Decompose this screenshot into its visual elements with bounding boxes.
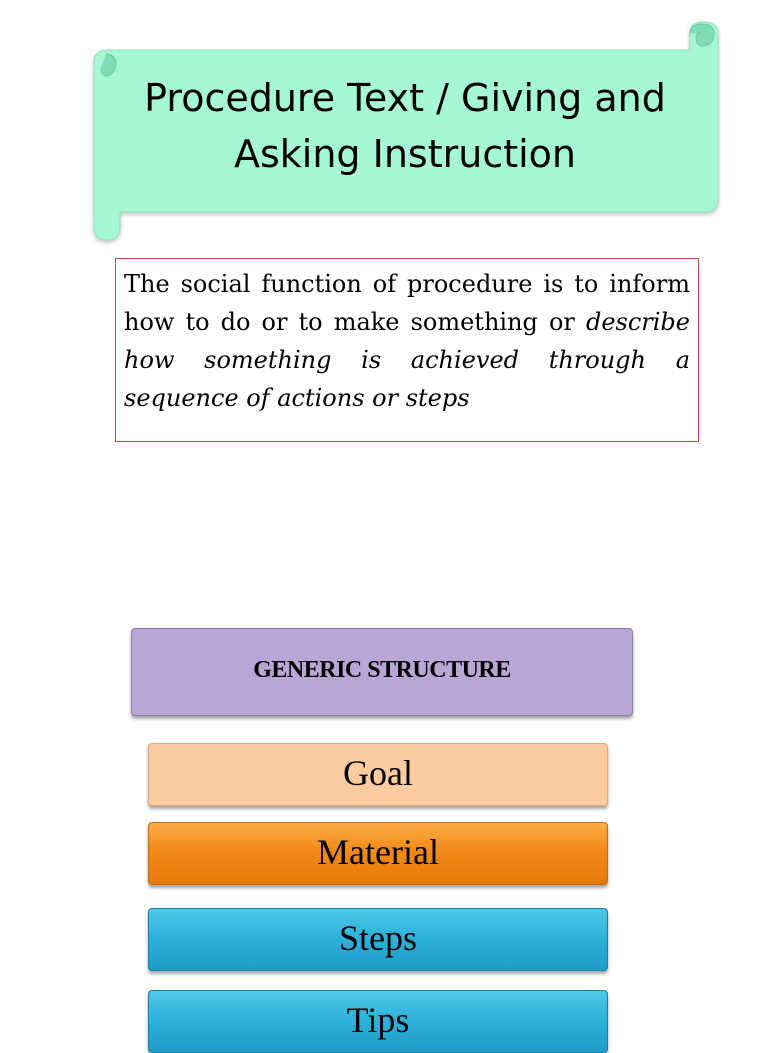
- structure-item-label: Tips: [346, 999, 410, 1040]
- page-title: [110, 70, 700, 182]
- structure-item-label: Material: [317, 831, 439, 872]
- description-italic: describe how something is achieved through a sequence of actions or steps: [124, 308, 690, 412]
- structure-item-goal: [148, 743, 608, 806]
- description-plain: The social function of procedure is to inform how to do or to make something or: [124, 270, 690, 336]
- structure-item-label: Goal: [343, 752, 413, 793]
- structure-item-tips: [148, 990, 608, 1053]
- title-line-2: Asking Instruction: [233, 132, 577, 176]
- structure-item-label: Steps: [338, 917, 417, 958]
- title-line-1: Procedure Text / Giving and: [144, 76, 666, 120]
- description-box: [115, 258, 699, 442]
- generic-structure-label: GENERIC STRUCTURE: [253, 656, 511, 683]
- structure-item-steps: [148, 908, 608, 971]
- structure-item-material: [148, 822, 608, 885]
- generic-structure-heading: [131, 628, 633, 716]
